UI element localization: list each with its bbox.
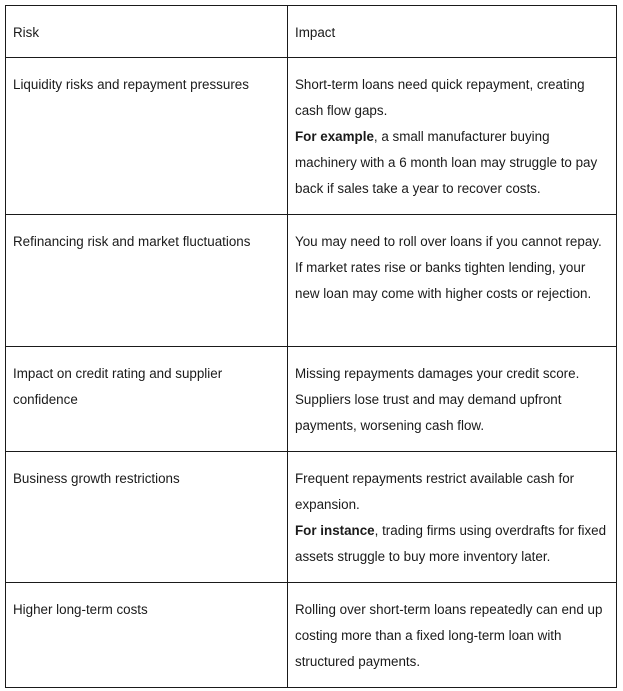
risk-cell: Higher long-term costs <box>6 583 288 688</box>
impact-text: Frequent repayments restrict available cash for expansion. <box>295 471 575 512</box>
impact-text: Missing repayments damages your credit score. Suppliers lose trust and may demand upfront payments, worsening cash flow. <box>295 366 580 433</box>
table-row <box>6 583 617 688</box>
table-header-row <box>6 6 617 58</box>
example-paragraph <box>295 518 609 570</box>
example-label: For instance <box>295 523 375 538</box>
header-impact: Impact <box>288 6 617 58</box>
impact-cell <box>288 58 617 215</box>
risk-cell: Business growth restrictions <box>6 452 288 583</box>
impact-cell <box>288 452 617 583</box>
example-text: , a small manufacturer buying machinery with a 6 month loan may struggle to pay back if sales take a year to recover costs. <box>295 129 598 196</box>
risk-impact-table <box>5 5 617 688</box>
table-row <box>6 215 617 347</box>
example-label: For example <box>295 129 374 144</box>
risk-cell: Impact on credit rating and supplier confidence <box>6 347 288 452</box>
header-risk: Risk <box>6 6 288 58</box>
risk-cell: Refinancing risk and market fluctuations <box>6 215 288 347</box>
risk-cell: Liquidity risks and repayment pressures <box>6 58 288 215</box>
impact-cell <box>288 215 617 347</box>
table-row <box>6 452 617 583</box>
example-text: , trading firms using overdrafts for fixed assets struggle to buy more inventory later. <box>295 523 607 564</box>
table-row <box>6 58 617 215</box>
impact-cell <box>288 347 617 452</box>
impact-text: Short-term loans need quick repayment, creating cash flow gaps. <box>295 77 585 118</box>
impact-cell <box>288 583 617 688</box>
example-paragraph <box>295 124 609 202</box>
table-row <box>6 347 617 452</box>
impact-text: Rolling over short-term loans repeatedly can end up costing more than a fixed long-term loan with structured payments. <box>295 602 603 669</box>
impact-text: You may need to roll over loans if you cannot repay. If market rates rise or banks tighten lending, your new loan may come with higher costs or rejection. <box>295 234 602 301</box>
